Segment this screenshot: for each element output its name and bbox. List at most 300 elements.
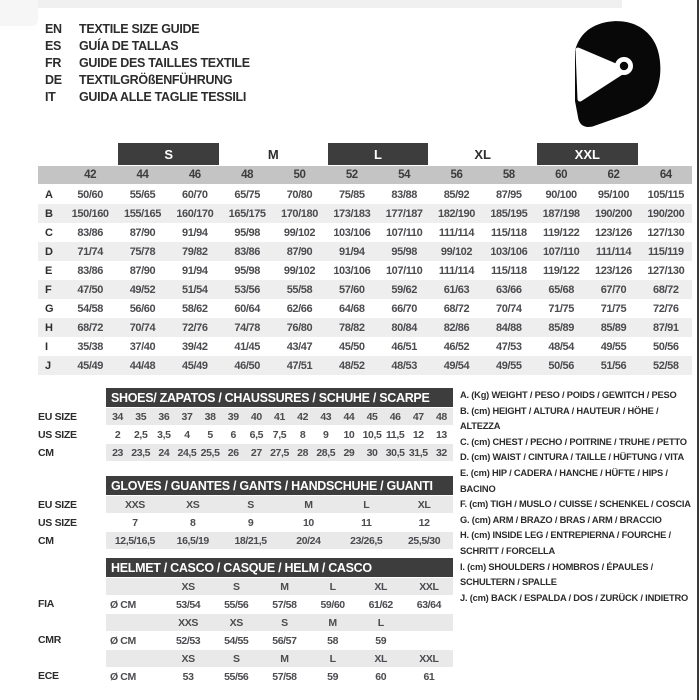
size-value-cell: 60/70 bbox=[182, 188, 208, 201]
helmet-size-cell: XS bbox=[229, 616, 243, 629]
size-value-cell: 50/60 bbox=[77, 188, 103, 201]
gloves-row-labels bbox=[38, 476, 106, 550]
size-value-cell: 71/75 bbox=[600, 302, 627, 315]
helmet-size-row bbox=[106, 614, 453, 631]
gloves-value-cell: S bbox=[247, 498, 254, 511]
size-value-cell: 83/86 bbox=[234, 245, 260, 258]
measurement-legend bbox=[460, 388, 696, 606]
legend-item: H. (cm) INSIDE LEG / ENTREPIERNA / FOURCHE / SCHRITT / FORCELLA bbox=[460, 530, 671, 556]
helmet-unit-label: Ø CM bbox=[110, 598, 136, 611]
legend-item: B. (cm) HEIGHT / ALTURA / HAUTEUR / HÖHE / ALTEZZA bbox=[460, 405, 659, 432]
size-value-cell: 47/53 bbox=[496, 340, 522, 353]
helmet-unit-spacer bbox=[106, 578, 164, 595]
size-value-cell: 46/51 bbox=[391, 340, 417, 353]
gloves-value-cell: 25,5/30 bbox=[407, 534, 441, 547]
helmet-value-row bbox=[106, 632, 453, 649]
size-value-cell: 74/78 bbox=[234, 321, 260, 334]
size-value-cell: 119/122 bbox=[542, 264, 580, 277]
size-value-cell: 68/72 bbox=[77, 321, 103, 334]
helmet-size-cell: XXS bbox=[178, 616, 198, 629]
helmet-value-cell: 59 bbox=[327, 670, 339, 683]
size-value-cell: 52/58 bbox=[653, 359, 679, 372]
helmet-section bbox=[38, 558, 453, 686]
legend-item: E. (cm) HIP / CADERA / HANCHE / HÜFTE / HIPS / BACINO bbox=[460, 467, 668, 494]
gloves-value-cell: 18/21,5 bbox=[234, 534, 267, 547]
size-band-xl: XL bbox=[474, 146, 491, 162]
size-band-s: S bbox=[118, 143, 219, 165]
size-value-cell: 91/94 bbox=[182, 226, 208, 239]
size-value-cell: 84/88 bbox=[496, 321, 522, 334]
helmet-size-cell: M bbox=[280, 652, 289, 665]
shoes-value-cell: 10 bbox=[343, 428, 355, 441]
size-value-cell: 85/89 bbox=[548, 321, 574, 334]
language-code: DE bbox=[45, 72, 62, 87]
size-value-cell: 107/110 bbox=[385, 226, 423, 239]
shoes-row-labels bbox=[38, 388, 106, 462]
size-value-cell: 83/88 bbox=[391, 188, 417, 201]
size-value-cell: 173/183 bbox=[333, 207, 371, 220]
helmet-size-row bbox=[106, 578, 453, 595]
measurement-row-b bbox=[38, 204, 692, 223]
size-value-cell: 67/70 bbox=[600, 283, 627, 296]
size-value-cell: 111/114 bbox=[438, 226, 475, 239]
gloves-value-cell: 8 bbox=[190, 516, 196, 529]
size-value-cell: 47/50 bbox=[77, 283, 103, 296]
size-value-cell: 190/200 bbox=[647, 207, 685, 220]
row-letter-label: H bbox=[45, 321, 53, 334]
size-value-cell: 60/64 bbox=[234, 302, 260, 315]
shoes-value-cell: 9 bbox=[323, 428, 329, 441]
shoes-value-cell: 34 bbox=[112, 410, 123, 423]
helmet-size-cell: L bbox=[329, 580, 336, 593]
row-letter-label: C bbox=[45, 226, 53, 239]
shoes-value-cell: 3,5 bbox=[157, 428, 171, 441]
legend-item: D. (cm) WAIST / CINTURA / TAILLE / HÜFTUNG / VITA bbox=[460, 452, 684, 463]
gloves-value-cell: 10 bbox=[302, 516, 314, 529]
shoes-value-cell: 23,5 bbox=[131, 446, 151, 459]
size-value-cell: 63/66 bbox=[496, 283, 522, 296]
size-value-cell: 75/85 bbox=[339, 188, 365, 201]
shoes-row-label: EU SIZE bbox=[38, 411, 77, 423]
size-value-cell: 43/47 bbox=[286, 340, 313, 353]
helmet-label-spacer bbox=[38, 577, 106, 595]
shoes-value-cell: 36 bbox=[158, 410, 170, 423]
size-value-cell: 55/65 bbox=[129, 188, 156, 201]
size-value-cell: 103/106 bbox=[333, 226, 371, 239]
size-column-header: 44 bbox=[136, 169, 149, 181]
size-value-cell: 70/80 bbox=[286, 188, 313, 201]
shoes-value-cell: 4 bbox=[184, 428, 190, 441]
legend-item: G. (cm) ARM / BRAZO / BRAS / ARM / BRACCIO bbox=[460, 514, 662, 525]
shoes-row-label: US SIZE bbox=[38, 429, 77, 441]
helmet-size-cell: S bbox=[232, 652, 240, 665]
size-value-cell: 185/195 bbox=[490, 207, 528, 220]
shoes-section bbox=[38, 388, 453, 462]
size-value-cell: 177/187 bbox=[385, 207, 423, 220]
shoes-value-cell: 32 bbox=[435, 446, 447, 459]
top-border-line bbox=[0, 0, 622, 8]
size-value-cell: 95/98 bbox=[234, 226, 260, 239]
gloves-data-row bbox=[106, 496, 453, 513]
helmet-value-cell: 61/62 bbox=[368, 598, 393, 611]
size-value-cell: 49/55 bbox=[600, 340, 627, 353]
shoes-value-cell: 6,5 bbox=[249, 428, 264, 441]
size-value-cell: 75/78 bbox=[129, 245, 156, 258]
size-value-cell: 48/52 bbox=[339, 359, 365, 372]
size-value-cell: 123/126 bbox=[595, 264, 632, 277]
size-value-cell: 71/74 bbox=[77, 245, 103, 258]
gloves-value-cell: XL bbox=[417, 498, 431, 511]
gloves-row-label: EU SIZE bbox=[38, 499, 77, 511]
gloves-value-cell: 12,5/16,5 bbox=[114, 534, 156, 547]
gloves-value-cell: 20/24 bbox=[296, 534, 321, 547]
shoes-value-cell: 11,5 bbox=[386, 428, 405, 441]
size-value-cell: 62/66 bbox=[286, 302, 313, 315]
helmet-value-cell: 61 bbox=[423, 670, 435, 683]
size-value-cell: 72/76 bbox=[653, 302, 679, 315]
size-value-cell: 99/102 bbox=[283, 226, 316, 239]
gloves-row-label: US SIZE bbox=[38, 517, 77, 529]
size-value-cell: 66/70 bbox=[391, 302, 417, 315]
shoes-value-cell: 24,5 bbox=[177, 446, 197, 459]
size-value-cell: 87/90 bbox=[129, 226, 156, 239]
size-value-cell: 44/48 bbox=[129, 359, 156, 372]
language-code: EN bbox=[45, 21, 62, 36]
size-value-cell: 103/106 bbox=[490, 245, 528, 258]
size-value-cell: 95/98 bbox=[234, 264, 260, 277]
shoes-value-cell: 35 bbox=[135, 410, 147, 423]
legend-item: F. (cm) TIGH / MUSLO / CUISSE / SCHENKEL / COSCIA bbox=[460, 499, 691, 510]
shoes-value-cell: 2 bbox=[114, 428, 121, 441]
size-value-cell: 80/84 bbox=[391, 321, 417, 334]
shoes-value-cell: 24 bbox=[158, 446, 170, 459]
size-value-cell: 115/118 bbox=[490, 264, 527, 277]
shoes-value-cell: 39 bbox=[227, 410, 239, 423]
racing-helmet-icon bbox=[555, 13, 685, 128]
shoes-data-row bbox=[106, 444, 453, 461]
shoes-value-cell: 45 bbox=[366, 410, 378, 423]
size-value-cell: 87/95 bbox=[496, 188, 522, 201]
helmet-size-cell: XS bbox=[181, 580, 195, 593]
helmet-value-row bbox=[106, 596, 453, 613]
size-value-cell: 87/90 bbox=[129, 264, 156, 277]
shoes-data-row bbox=[106, 426, 453, 443]
helmet-size-cell: XS bbox=[181, 652, 195, 665]
language-code: IT bbox=[45, 89, 56, 104]
size-value-cell: 48/53 bbox=[391, 359, 417, 372]
size-value-cell: 49/55 bbox=[496, 359, 522, 372]
size-value-cell: 119/122 bbox=[542, 226, 580, 239]
gloves-data-row bbox=[106, 532, 453, 549]
helmet-label-spacer bbox=[38, 558, 106, 577]
size-value-cell: 46/50 bbox=[234, 359, 260, 372]
size-value-cell: 45/50 bbox=[339, 340, 365, 353]
size-value-cell: 165/175 bbox=[228, 207, 266, 220]
measurement-row-f bbox=[38, 280, 692, 299]
size-value-cell: 150/160 bbox=[71, 207, 109, 220]
row-letter-label: F bbox=[45, 283, 52, 296]
measurement-row-a bbox=[38, 185, 692, 204]
row-letter-label: A bbox=[45, 188, 53, 201]
shoes-value-cell: 40 bbox=[250, 410, 262, 423]
size-value-cell: 53/56 bbox=[234, 283, 260, 296]
gloves-value-cell: 7 bbox=[132, 516, 138, 529]
size-value-cell: 68/72 bbox=[443, 302, 470, 315]
row-letter-label: B bbox=[45, 207, 53, 220]
size-value-cell: 103/106 bbox=[333, 264, 371, 277]
size-number-row bbox=[38, 166, 692, 184]
shoes-value-cell: 27,5 bbox=[270, 446, 289, 459]
helmet-size-cell: M bbox=[280, 580, 289, 593]
size-column-header: 60 bbox=[555, 169, 568, 181]
gloves-value-cell: L bbox=[363, 498, 370, 511]
helmet-value-cell: 58 bbox=[327, 634, 339, 647]
size-value-cell: 72/76 bbox=[182, 321, 208, 334]
size-column-header: 54 bbox=[398, 169, 411, 181]
shoes-value-cell: 41 bbox=[274, 410, 285, 423]
legend-item: A. (Kg) WEIGHT / PESO / POIDS / GEWITCH / PESO bbox=[460, 390, 677, 400]
size-value-cell: 64/68 bbox=[339, 302, 365, 315]
size-value-cell: 41/45 bbox=[234, 340, 260, 353]
shoes-value-cell: 30 bbox=[366, 446, 378, 459]
helmet-unit-label: Ø CM bbox=[110, 670, 136, 683]
helmet-value-cell: 56/57 bbox=[272, 634, 297, 647]
language-code: FR bbox=[45, 55, 62, 70]
shoes-value-cell: 42 bbox=[297, 410, 309, 423]
gloves-section bbox=[38, 476, 453, 550]
size-value-cell: 65/75 bbox=[234, 188, 260, 201]
size-value-cell: 170/180 bbox=[281, 207, 318, 220]
gloves-value-cell: XS bbox=[186, 498, 200, 511]
shoes-value-cell: 28,5 bbox=[316, 446, 336, 459]
helmet-section-title: HELMET / CASCO / CASQUE / HELM / CASCO bbox=[106, 558, 453, 577]
size-value-cell: 83/86 bbox=[77, 226, 103, 239]
measurement-row-e bbox=[38, 261, 692, 280]
helmet-value-cell: 59/60 bbox=[320, 598, 345, 611]
helmet-value-cell: 57/58 bbox=[272, 670, 297, 683]
size-value-cell: 47/51 bbox=[286, 359, 313, 372]
gloves-value-cell: M bbox=[304, 498, 313, 511]
size-value-cell: 56/60 bbox=[129, 302, 156, 315]
language-title: GUIDE DES TAILLES TEXTILE bbox=[79, 55, 250, 70]
size-value-cell: 50/56 bbox=[548, 359, 574, 372]
language-row bbox=[45, 71, 250, 88]
language-title: TEXTILE SIZE GUIDE bbox=[79, 21, 200, 36]
size-value-cell: 61/63 bbox=[443, 283, 470, 296]
measurement-row-g bbox=[38, 299, 692, 318]
shoes-value-cell: 30,5 bbox=[385, 446, 405, 459]
size-value-cell: 85/89 bbox=[600, 321, 627, 334]
measurement-row-d bbox=[38, 242, 692, 261]
size-value-cell: 107/110 bbox=[385, 264, 423, 277]
language-row bbox=[45, 37, 250, 54]
size-value-cell: 91/94 bbox=[339, 245, 365, 258]
size-value-cell: 71/75 bbox=[548, 302, 574, 315]
measurement-row-c bbox=[38, 223, 692, 242]
size-value-cell: 160/170 bbox=[176, 207, 214, 220]
size-value-cell: 65/68 bbox=[548, 283, 574, 296]
size-value-cell: 49/52 bbox=[129, 283, 156, 296]
shoes-row-label: CM bbox=[38, 447, 54, 459]
shoes-value-cell: 6 bbox=[230, 428, 236, 441]
language-row bbox=[45, 88, 250, 105]
shoes-value-cell: 7,5 bbox=[272, 428, 287, 441]
measurement-row-i bbox=[38, 337, 692, 356]
gloves-data-row bbox=[106, 514, 453, 531]
shoes-value-cell: 13 bbox=[435, 428, 447, 441]
language-title-list bbox=[45, 20, 250, 105]
size-band-l: L bbox=[328, 143, 429, 165]
size-column-header: 58 bbox=[502, 169, 515, 181]
language-code: ES bbox=[45, 38, 62, 53]
size-value-cell: 90/100 bbox=[545, 188, 577, 201]
helmet-value-cell: 60 bbox=[375, 670, 387, 683]
size-value-cell: 37/40 bbox=[129, 340, 156, 353]
legend-item: J. (cm) BACK / ESPALDA / DOS / ZURÜCK / INDIETRO bbox=[460, 592, 689, 603]
helmet-value-cell: 53/54 bbox=[175, 598, 201, 611]
size-value-cell: 55/58 bbox=[286, 283, 313, 296]
size-value-cell: 107/110 bbox=[542, 245, 580, 258]
size-value-cell: 49/54 bbox=[443, 359, 470, 372]
size-column-header: 56 bbox=[450, 169, 463, 181]
size-value-cell: 111/114 bbox=[595, 245, 632, 258]
shoes-value-cell: 23 bbox=[112, 446, 123, 459]
size-value-cell: 115/119 bbox=[647, 245, 684, 258]
size-value-cell: 79/82 bbox=[182, 245, 208, 258]
gloves-value-cell: 16,5/19 bbox=[176, 534, 209, 547]
language-title: GUÍA DE TALLAS bbox=[79, 38, 179, 53]
shoes-value-cell: 44 bbox=[343, 410, 355, 423]
size-value-cell: 54/58 bbox=[77, 302, 103, 315]
legend-item: I. (cm) SHOULDERS / HOMBROS / ÉPAULES / SCHULTERN / SPALLE bbox=[460, 561, 653, 588]
helmet-label-spacer bbox=[38, 613, 106, 631]
helmet-size-cell: XXL bbox=[419, 580, 439, 593]
size-value-cell: 155/165 bbox=[124, 207, 161, 220]
size-value-cell: 48/54 bbox=[548, 340, 574, 353]
helmet-value-cell: 57/58 bbox=[272, 598, 297, 611]
size-value-cell: 70/74 bbox=[129, 321, 156, 334]
shoes-value-cell: 46 bbox=[389, 410, 401, 423]
right-border-line bbox=[697, 0, 699, 700]
helmet-size-cell: L bbox=[377, 616, 384, 629]
size-value-cell: 58/62 bbox=[182, 302, 208, 315]
size-column-header: 62 bbox=[607, 169, 620, 181]
gloves-value-cell: 11 bbox=[361, 516, 372, 529]
size-band-row bbox=[38, 143, 692, 165]
size-value-cell: 45/49 bbox=[182, 359, 208, 372]
size-value-cell: 187/198 bbox=[542, 207, 580, 220]
helmet-value-cell: 52/53 bbox=[175, 634, 201, 647]
language-row bbox=[45, 20, 250, 37]
size-value-cell: 51/54 bbox=[182, 283, 208, 296]
size-value-cell: 111/114 bbox=[438, 264, 475, 277]
row-letter-label: D bbox=[45, 245, 53, 258]
helmet-standard-label: CMR bbox=[38, 634, 62, 646]
size-value-cell: 68/72 bbox=[653, 283, 679, 296]
helmet-value-cell bbox=[405, 632, 453, 649]
shoes-value-cell: 31,5 bbox=[408, 446, 428, 459]
shoes-value-cell: 27 bbox=[250, 446, 262, 459]
shoes-value-cell: 47 bbox=[412, 410, 424, 423]
helmet-value-cell: 53 bbox=[182, 670, 194, 683]
row-letter-label: G bbox=[45, 302, 54, 315]
size-column-header: 48 bbox=[241, 169, 254, 181]
helmet-value-cell: 63/64 bbox=[416, 598, 442, 611]
shoes-value-cell: 8 bbox=[299, 428, 306, 441]
size-value-cell: 70/74 bbox=[496, 302, 522, 315]
measurement-row-h bbox=[38, 318, 692, 337]
helmet-row-labels bbox=[38, 558, 106, 686]
size-value-cell: 82/86 bbox=[443, 321, 470, 334]
size-value-cell: 87/91 bbox=[653, 321, 679, 334]
size-value-cell: 99/102 bbox=[440, 245, 473, 258]
size-column-header: 52 bbox=[345, 169, 358, 181]
helmet-size-cell: L bbox=[329, 652, 336, 665]
row-letter-label: J bbox=[45, 359, 52, 372]
size-value-cell: 59/62 bbox=[391, 283, 417, 296]
measurement-row-j bbox=[38, 356, 692, 375]
shoes-value-cell: 2,5 bbox=[133, 428, 148, 441]
size-value-cell: 190/200 bbox=[595, 207, 632, 220]
gloves-value-cell: 12 bbox=[418, 516, 430, 529]
size-value-cell: 182/190 bbox=[438, 207, 475, 220]
shoes-value-cell: 38 bbox=[204, 410, 216, 423]
size-column-header: 46 bbox=[188, 169, 201, 181]
gloves-value-cell: 23/26,5 bbox=[350, 534, 383, 547]
helmet-value-cell: 55/56 bbox=[224, 598, 249, 611]
shoes-section-title: SHOES/ ZAPATOS / CHAUSSURES / SCHUHE / SCARPE bbox=[106, 388, 453, 407]
gloves-value-cell: 9 bbox=[247, 516, 254, 529]
size-value-cell: 127/130 bbox=[647, 264, 685, 277]
row-letter-label: I bbox=[45, 340, 49, 353]
gloves-row-label: CM bbox=[38, 535, 54, 547]
size-column-header: 50 bbox=[293, 169, 306, 181]
helmet-unit-label: Ø CM bbox=[110, 634, 136, 647]
helmet-value-row bbox=[106, 668, 453, 685]
helmet-size-row bbox=[106, 650, 453, 667]
size-band-m: M bbox=[267, 146, 279, 162]
shoes-value-cell: 37 bbox=[181, 410, 193, 423]
shoes-value-cell: 28 bbox=[297, 446, 309, 459]
size-band-xxl: XXL bbox=[537, 143, 638, 165]
size-value-cell: 95/100 bbox=[597, 188, 630, 201]
helmet-size-cell: XL bbox=[374, 580, 388, 593]
textile-size-table bbox=[38, 143, 692, 375]
helmet-standard-label: FIA bbox=[38, 598, 55, 610]
size-value-cell: 99/102 bbox=[283, 264, 316, 277]
size-value-cell: 87/90 bbox=[286, 245, 313, 258]
size-column-header: 64 bbox=[659, 169, 672, 181]
shoes-value-cell: 43 bbox=[320, 410, 332, 423]
shoes-value-cell: 12 bbox=[412, 428, 424, 441]
helmet-size-cell: S bbox=[232, 580, 240, 593]
size-value-cell: 76/80 bbox=[286, 321, 313, 334]
size-value-cell: 50/56 bbox=[653, 340, 679, 353]
shoes-data-row bbox=[106, 408, 453, 425]
helmet-size-cell: M bbox=[328, 616, 337, 629]
size-value-cell: 115/118 bbox=[490, 226, 527, 239]
shoes-value-cell: 5 bbox=[207, 428, 213, 441]
helmet-unit-spacer bbox=[106, 650, 164, 667]
helmet-size-cell: S bbox=[281, 616, 288, 629]
page-edge-artifact bbox=[0, 0, 38, 26]
gloves-section-title: GLOVES / GUANTES / GANTS / HANDSCHUHE / GUANTI bbox=[106, 476, 453, 495]
size-value-cell: 123/126 bbox=[595, 226, 632, 239]
size-value-cell: 105/115 bbox=[647, 188, 684, 201]
shoes-value-cell: 10,5 bbox=[362, 428, 382, 441]
size-value-cell: 83/86 bbox=[77, 264, 103, 277]
language-row bbox=[45, 54, 250, 71]
